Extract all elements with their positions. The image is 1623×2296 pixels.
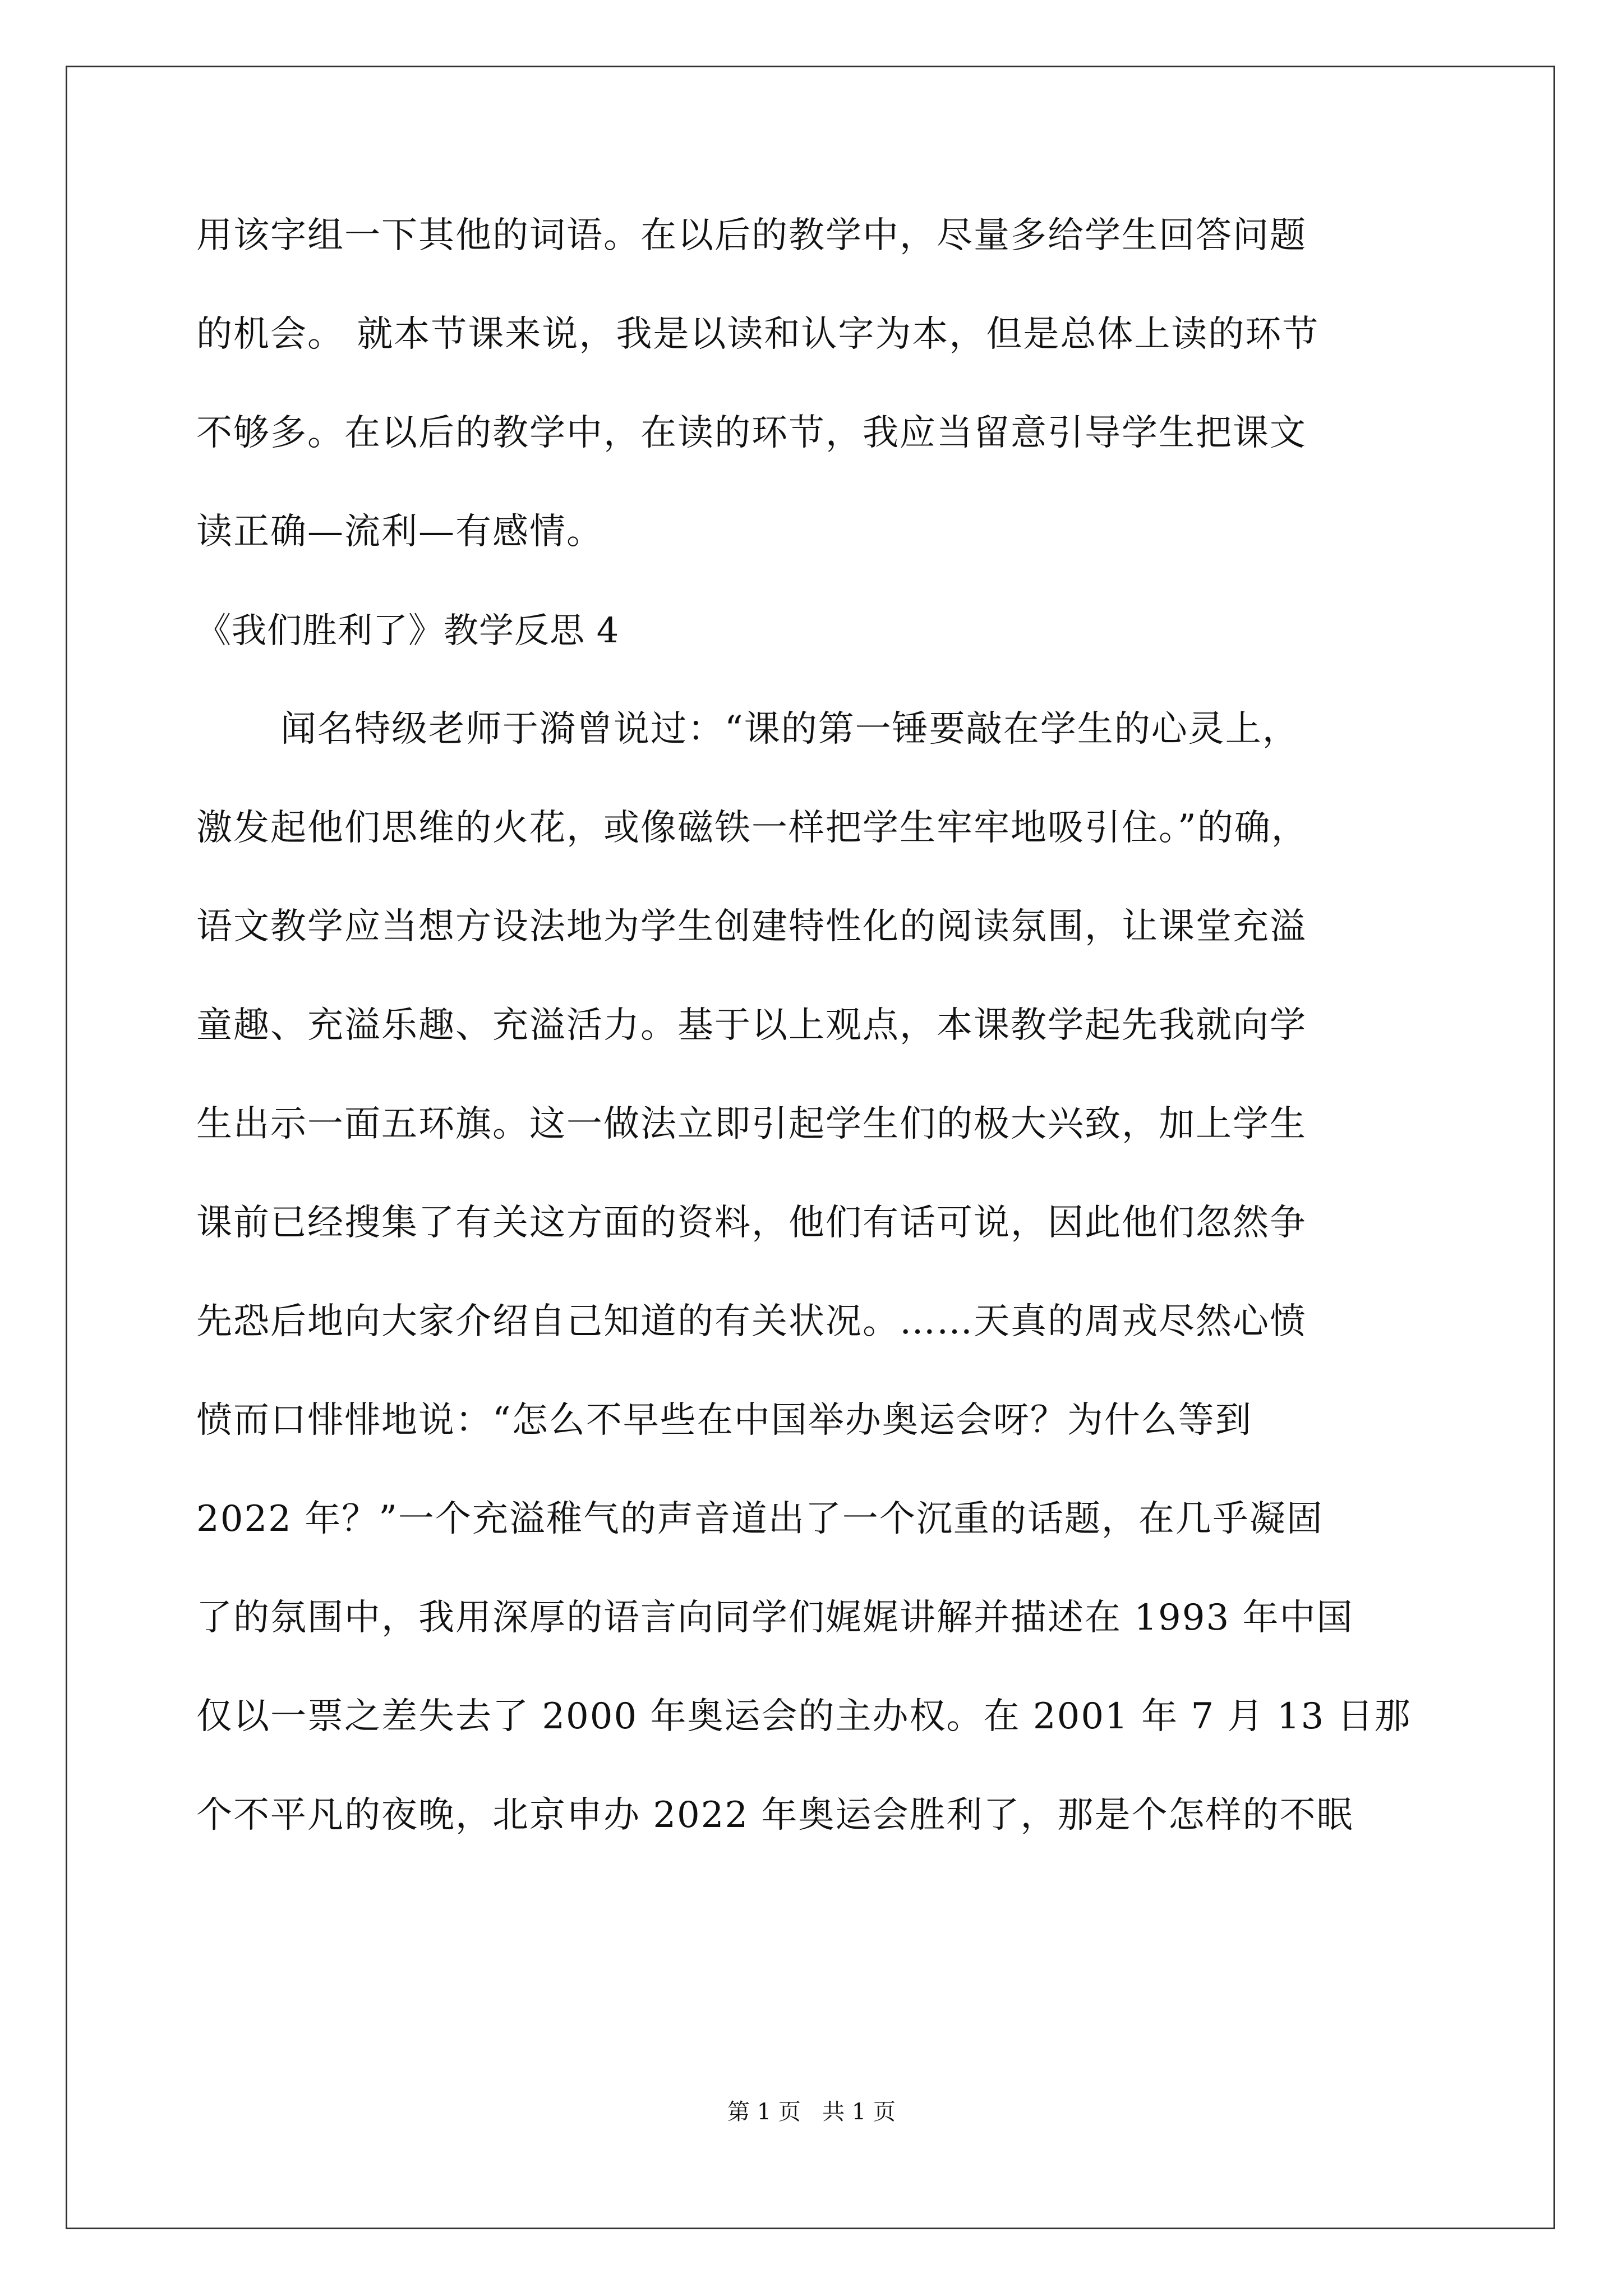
text-line: 生出示一面五环旗。这一做法立即引起学生们的极大兴致，加上学生	[196, 1103, 1307, 1145]
text-line: 2022 年？”一个充溢稚气的声音道出了一个沉重的话题，在几乎凝固	[196, 1498, 1324, 1540]
text-line: 课前已经搜集了有关这方面的资料，他们有话可说，因此他们忽然争	[196, 1202, 1307, 1244]
text-line: 了的氛围中，我用深厚的语言向同学们娓娓讲解并描述在 1993 年中国	[196, 1597, 1354, 1639]
text-line: 个不平凡的夜晚，北京申办 2022 年奥运会胜利了，那是个怎样的不眠	[196, 1795, 1354, 1836]
document-body	[196, 213, 1464, 1892]
text-line: 不够多。在以后的教学中，在读的环节，我应当留意引导学生把课文	[196, 412, 1307, 454]
text-line: 读正确—流利—有感情。	[196, 511, 603, 553]
text-line: 语文教学应当想方设法地为学生创建特性化的阅读氛围，让课堂充溢	[196, 906, 1307, 947]
text-line: 童趣、充溢乐趣、充溢活力。基于以上观点，本课教学起先我就向学	[196, 1005, 1307, 1046]
text-line: 用该字组一下其他的词语。在以后的教学中，尽量多给学生回答问题	[196, 215, 1307, 256]
text-line: 愤而口悱悱地说：“怎么不早些在中国举办奥运会呀？为什么等到	[196, 1400, 1252, 1441]
text-line: 激发起他们思维的火花，或像磁铁一样把学生牢牢地吸引住。”的确，	[196, 807, 1308, 849]
text-line: 仅以一票之差失去了 2000 年奥运会的主办权。在 2001 年 7 月 13 日那	[196, 1696, 1412, 1737]
page-number-footer: 第 1 页 共 1 页	[727, 2099, 896, 2125]
text-line: 先恐后地向大家介绍自己知道的有关状况。……天真的周戎尽然心愤	[196, 1301, 1307, 1342]
text-line: 闻名特级老师于漪曾说过：“课的第一锤要敲在学生的心灵上，	[280, 708, 1299, 750]
text-line: 的机会。 就本节课来说，我是以读和认字为本，但是总体上读的环节	[196, 314, 1320, 355]
section-heading: 《我们胜利了》教学反思 4	[196, 610, 620, 651]
